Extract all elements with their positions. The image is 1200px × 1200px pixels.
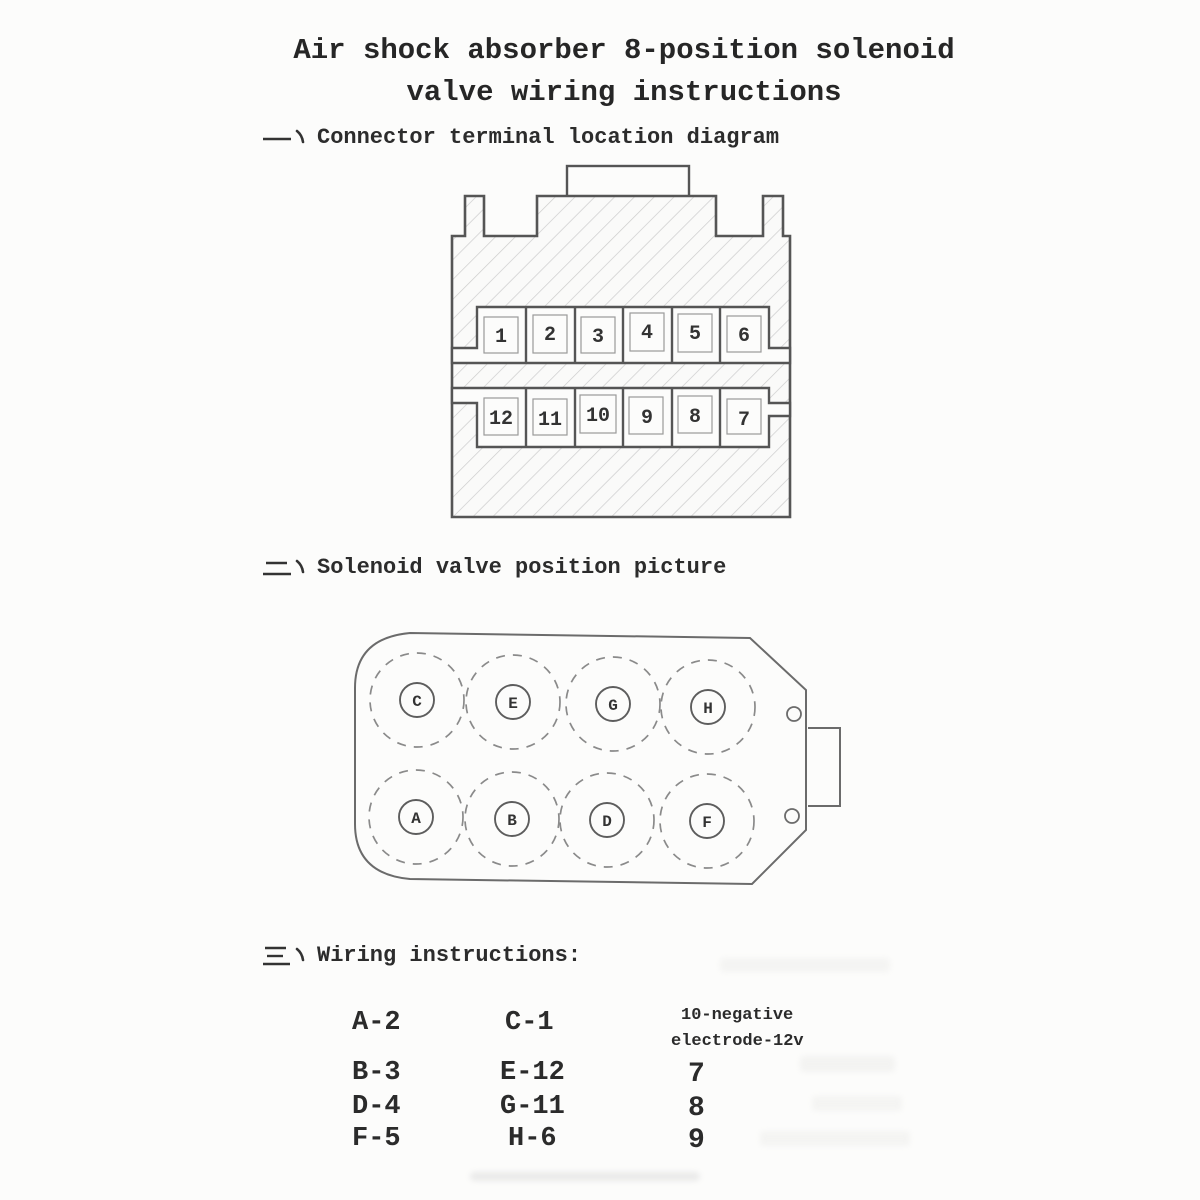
solenoid-letter: H — [703, 700, 713, 718]
solenoid-letter: C — [412, 693, 422, 711]
wiring-note-line1: 10-negative — [681, 1006, 794, 1025]
page-title-line1: Air shock absorber 8-position solenoid — [293, 34, 955, 67]
valve-body — [355, 633, 806, 884]
wiring-pair: G-11 — [500, 1092, 565, 1122]
bleed-through-smudge — [812, 1096, 902, 1111]
solenoid-letter: D — [602, 813, 612, 831]
terminal-number: 9 — [640, 407, 654, 430]
solenoid-letter: A — [411, 810, 421, 828]
wiring-terminal: 9 — [688, 1125, 705, 1156]
terminal-number: 5 — [688, 323, 702, 346]
wiring-pair: D-4 — [352, 1092, 401, 1122]
wiring-terminal: 8 — [688, 1093, 705, 1124]
valve-diagram — [350, 622, 845, 894]
wiring-pair: E-12 — [500, 1058, 565, 1088]
wiring-pair: F-5 — [352, 1124, 401, 1154]
terminal-number: 12 — [488, 408, 514, 431]
wiring-pair: B-3 — [352, 1058, 401, 1088]
section-three-title: Wiring instructions: — [317, 942, 582, 968]
terminal-number: 3 — [591, 326, 605, 349]
terminal-number: 11 — [537, 409, 563, 432]
connector-latch-tab — [567, 166, 689, 197]
terminal-number: 1 — [494, 326, 508, 349]
bleed-through-smudge — [470, 1172, 700, 1181]
wiring-pair: H-6 — [508, 1124, 557, 1154]
connector-diagram — [450, 163, 795, 523]
bleed-through-smudge — [800, 1056, 895, 1072]
terminal-number: 4 — [640, 322, 654, 345]
mounting-hole-top — [787, 707, 801, 721]
wiring-terminal: 7 — [688, 1059, 705, 1090]
solenoid-letter: G — [608, 697, 618, 715]
page-title — [48, 30, 1200, 114]
valve-tab-fill — [808, 728, 840, 806]
section-one-title: Connector terminal location diagram — [317, 124, 780, 150]
section-one-heading — [261, 122, 779, 152]
solenoid-letter: F — [702, 814, 712, 832]
section-three-heading — [261, 940, 581, 970]
section-two-heading — [261, 552, 726, 582]
terminal-number: 6 — [737, 325, 751, 348]
section-two-marker-icon — [261, 552, 307, 582]
page-title-line2: valve wiring instructions — [406, 76, 842, 109]
wiring-pair: A-2 — [352, 1008, 401, 1038]
mounting-hole-bottom — [785, 809, 799, 823]
terminal-number: 7 — [737, 409, 751, 432]
terminal-number: 8 — [688, 406, 702, 429]
terminal-number: 2 — [543, 324, 557, 347]
solenoid-letter: E — [508, 695, 518, 713]
bleed-through-smudge — [760, 1131, 910, 1146]
terminal-number: 10 — [585, 405, 611, 428]
wiring-note-line2: electrode-12v — [671, 1032, 804, 1051]
section-one-marker-icon — [261, 122, 307, 152]
section-three-marker-icon — [261, 940, 307, 970]
solenoid-letter: B — [507, 812, 517, 830]
wiring-pair: C-1 — [505, 1008, 554, 1038]
bleed-through-smudge — [720, 958, 890, 972]
section-two-title: Solenoid valve position picture — [317, 554, 727, 580]
